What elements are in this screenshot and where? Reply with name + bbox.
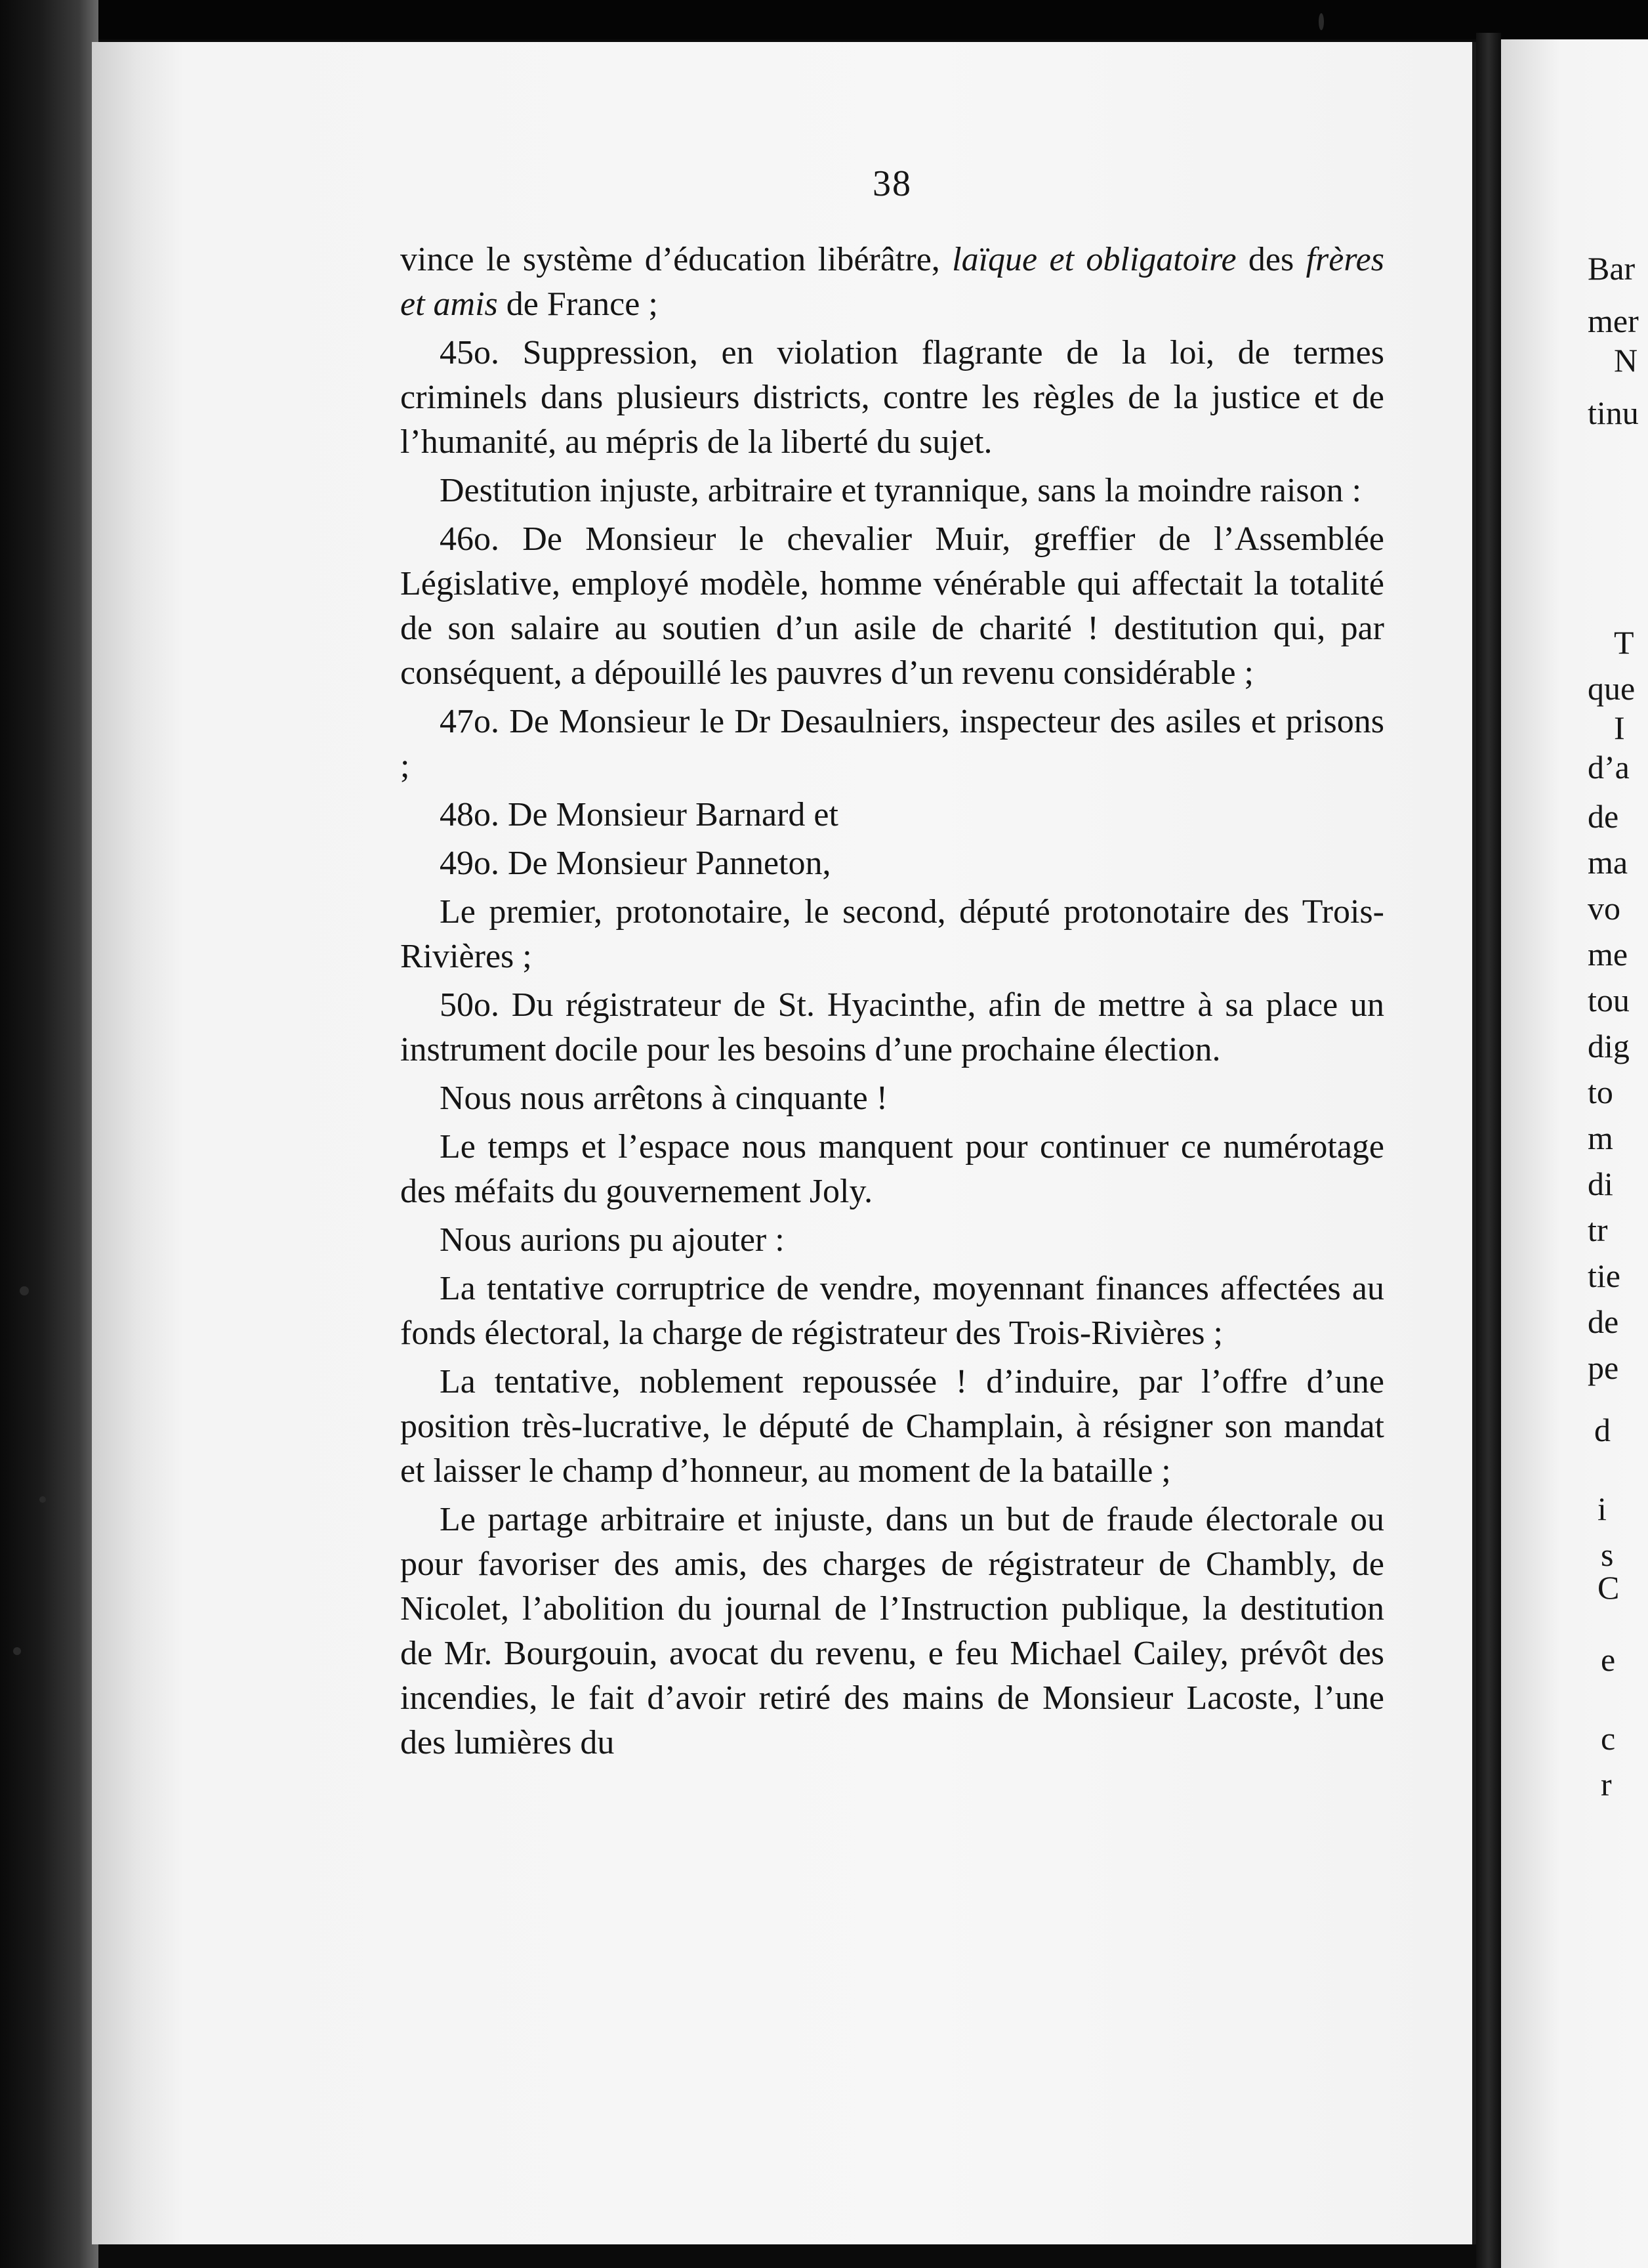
text-run: Nous nous arrêtons à cinquante ! <box>440 1080 888 1117</box>
right-page-text-fragments <box>1588 249 1648 1890</box>
right-page-line-fragment: c <box>1601 1720 1616 1757</box>
right-page-line-fragment: de <box>1588 1303 1619 1340</box>
right-page-line-fragment: tr <box>1588 1211 1608 1248</box>
scanner-top-band <box>0 0 1648 39</box>
paragraph <box>400 983 1384 1072</box>
right-page-line-fragment: N <box>1614 342 1638 379</box>
text-run: 50o. Du régistrateur de St. Hyacinthe, afin de mettre à sa place un instrument docile pour les besoins d’une prochaine élection. <box>400 986 1384 1068</box>
paragraph <box>400 1498 1384 1765</box>
right-page-line-fragment: di <box>1588 1166 1613 1202</box>
right-page-line-fragment: tou <box>1588 982 1630 1018</box>
paragraph <box>400 517 1384 696</box>
right-page-line-fragment: e <box>1601 1641 1616 1678</box>
paragraph <box>400 1360 1384 1494</box>
book-gutter <box>1476 33 1501 2268</box>
scan-speck <box>13 1647 21 1655</box>
left-page-text <box>400 238 1384 1769</box>
italic-text: laïque et obligatoire <box>952 241 1237 278</box>
right-page-line-fragment: s <box>1601 1536 1614 1573</box>
scan-speck <box>20 1286 29 1295</box>
text-run: 49o. De Monsieur Panneton, <box>440 845 831 882</box>
right-page-line-fragment: pe <box>1588 1349 1619 1386</box>
right-page-line-fragment: I <box>1614 709 1625 746</box>
right-page-line-fragment: T <box>1614 624 1634 661</box>
page-number: 38 <box>873 163 912 204</box>
text-run: La tentative corruptrice de vendre, moyennant finances affectées au fonds électoral, la charge de régistrateur des Trois-Rivières ; <box>400 1270 1384 1352</box>
paragraph <box>400 841 1384 886</box>
paragraph <box>400 700 1384 789</box>
text-run: Le temps et l’espace nous manquent pour continuer ce numérotage des méfaits du gouvernement Joly. <box>400 1128 1384 1210</box>
text-run: de France ; <box>497 285 658 323</box>
text-run: vince le système d’éducation libérâtre, <box>400 241 953 278</box>
paragraph <box>400 890 1384 979</box>
right-page-line-fragment: tie <box>1588 1257 1620 1294</box>
right-page-line-fragment: dig <box>1588 1028 1630 1064</box>
right-page-line-fragment: ma <box>1588 844 1628 881</box>
text-run: 47o. De Monsieur le Dr Desaulniers, inspecteur des asiles et prisons ; <box>400 703 1384 785</box>
text-run: 46o. De Monsieur le chevalier Muir, greffier de l’Assemblée Législative, employé modèle, homme vénérable qui affectait la totalité de son salaire au soutien d’un asile de charité ! destitution qui, par conséquent, a dépouillé les pauvres d’un revenu considérable ; <box>400 520 1384 692</box>
paragraph <box>400 1076 1384 1121</box>
text-run: 45o. Suppression, en violation flagrante de la loi, de termes criminels dans plusieurs districts, contre les règles de la justice et de l’humanité, au mépris de la liberté du sujet. <box>400 334 1384 461</box>
italic-text: frères et amis <box>400 241 1384 323</box>
right-page-line-fragment: mer <box>1588 303 1639 339</box>
paragraph <box>400 331 1384 465</box>
right-page-line-fragment: to <box>1588 1074 1613 1110</box>
scan-speck <box>39 1496 46 1503</box>
right-page-line-fragment: d <box>1594 1412 1611 1448</box>
paragraph <box>400 1218 1384 1263</box>
text-run: des <box>1236 241 1306 278</box>
paragraph <box>400 1267 1384 1356</box>
text-run: Nous aurions pu ajouter : <box>440 1221 785 1259</box>
right-page-line-fragment: vo <box>1588 890 1620 927</box>
paragraph <box>400 1125 1384 1214</box>
text-run: Destitution injuste, arbitraire et tyrannique, sans la moindre raison : <box>440 472 1362 509</box>
right-page-line-fragment: d’a <box>1588 749 1630 786</box>
right-page-line-fragment: m <box>1588 1120 1613 1156</box>
right-page-line-fragment: i <box>1597 1490 1607 1527</box>
scan-speck <box>1319 13 1324 30</box>
text-run: 48o. De Monsieur Barnard et <box>440 796 838 833</box>
right-page-line-fragment: r <box>1601 1766 1612 1803</box>
right-page-line-fragment: me <box>1588 936 1628 973</box>
paragraph <box>400 238 1384 327</box>
right-page-line-fragment: de <box>1588 798 1619 835</box>
right-page-line-fragment: tinu <box>1588 394 1639 431</box>
paragraph <box>400 469 1384 513</box>
paragraph <box>400 793 1384 837</box>
book-left-edge <box>0 0 98 2268</box>
text-run: Le partage arbitraire et injuste, dans un but de fraude électorale ou pour favoriser des amis, des charges de régistrateur de Chambly, de Nicolet, l’abolition du journal de l’Instruction publique, la destitution de Mr. Bourgouin, avocat du revenu, e feu Michael Cailey, prévôt des incendies, le fait d’avoir retiré des mains de Monsieur Lacoste, l’une des lumières du <box>400 1501 1384 1761</box>
right-page-line-fragment: que <box>1588 670 1636 707</box>
text-run: Le premier, protonotaire, le second, député protonotaire des Trois-Rivières ; <box>400 893 1384 975</box>
text-run: La tentative, noblement repoussée ! d’induire, par l’offre d’une position très-lucrative, le député de Champlain, à résigner son mandat et laisser le champ d’honneur, au moment de la bataille ; <box>400 1363 1384 1490</box>
right-page-line-fragment: C <box>1597 1569 1620 1606</box>
right-page-line-fragment: Bar <box>1588 250 1636 287</box>
